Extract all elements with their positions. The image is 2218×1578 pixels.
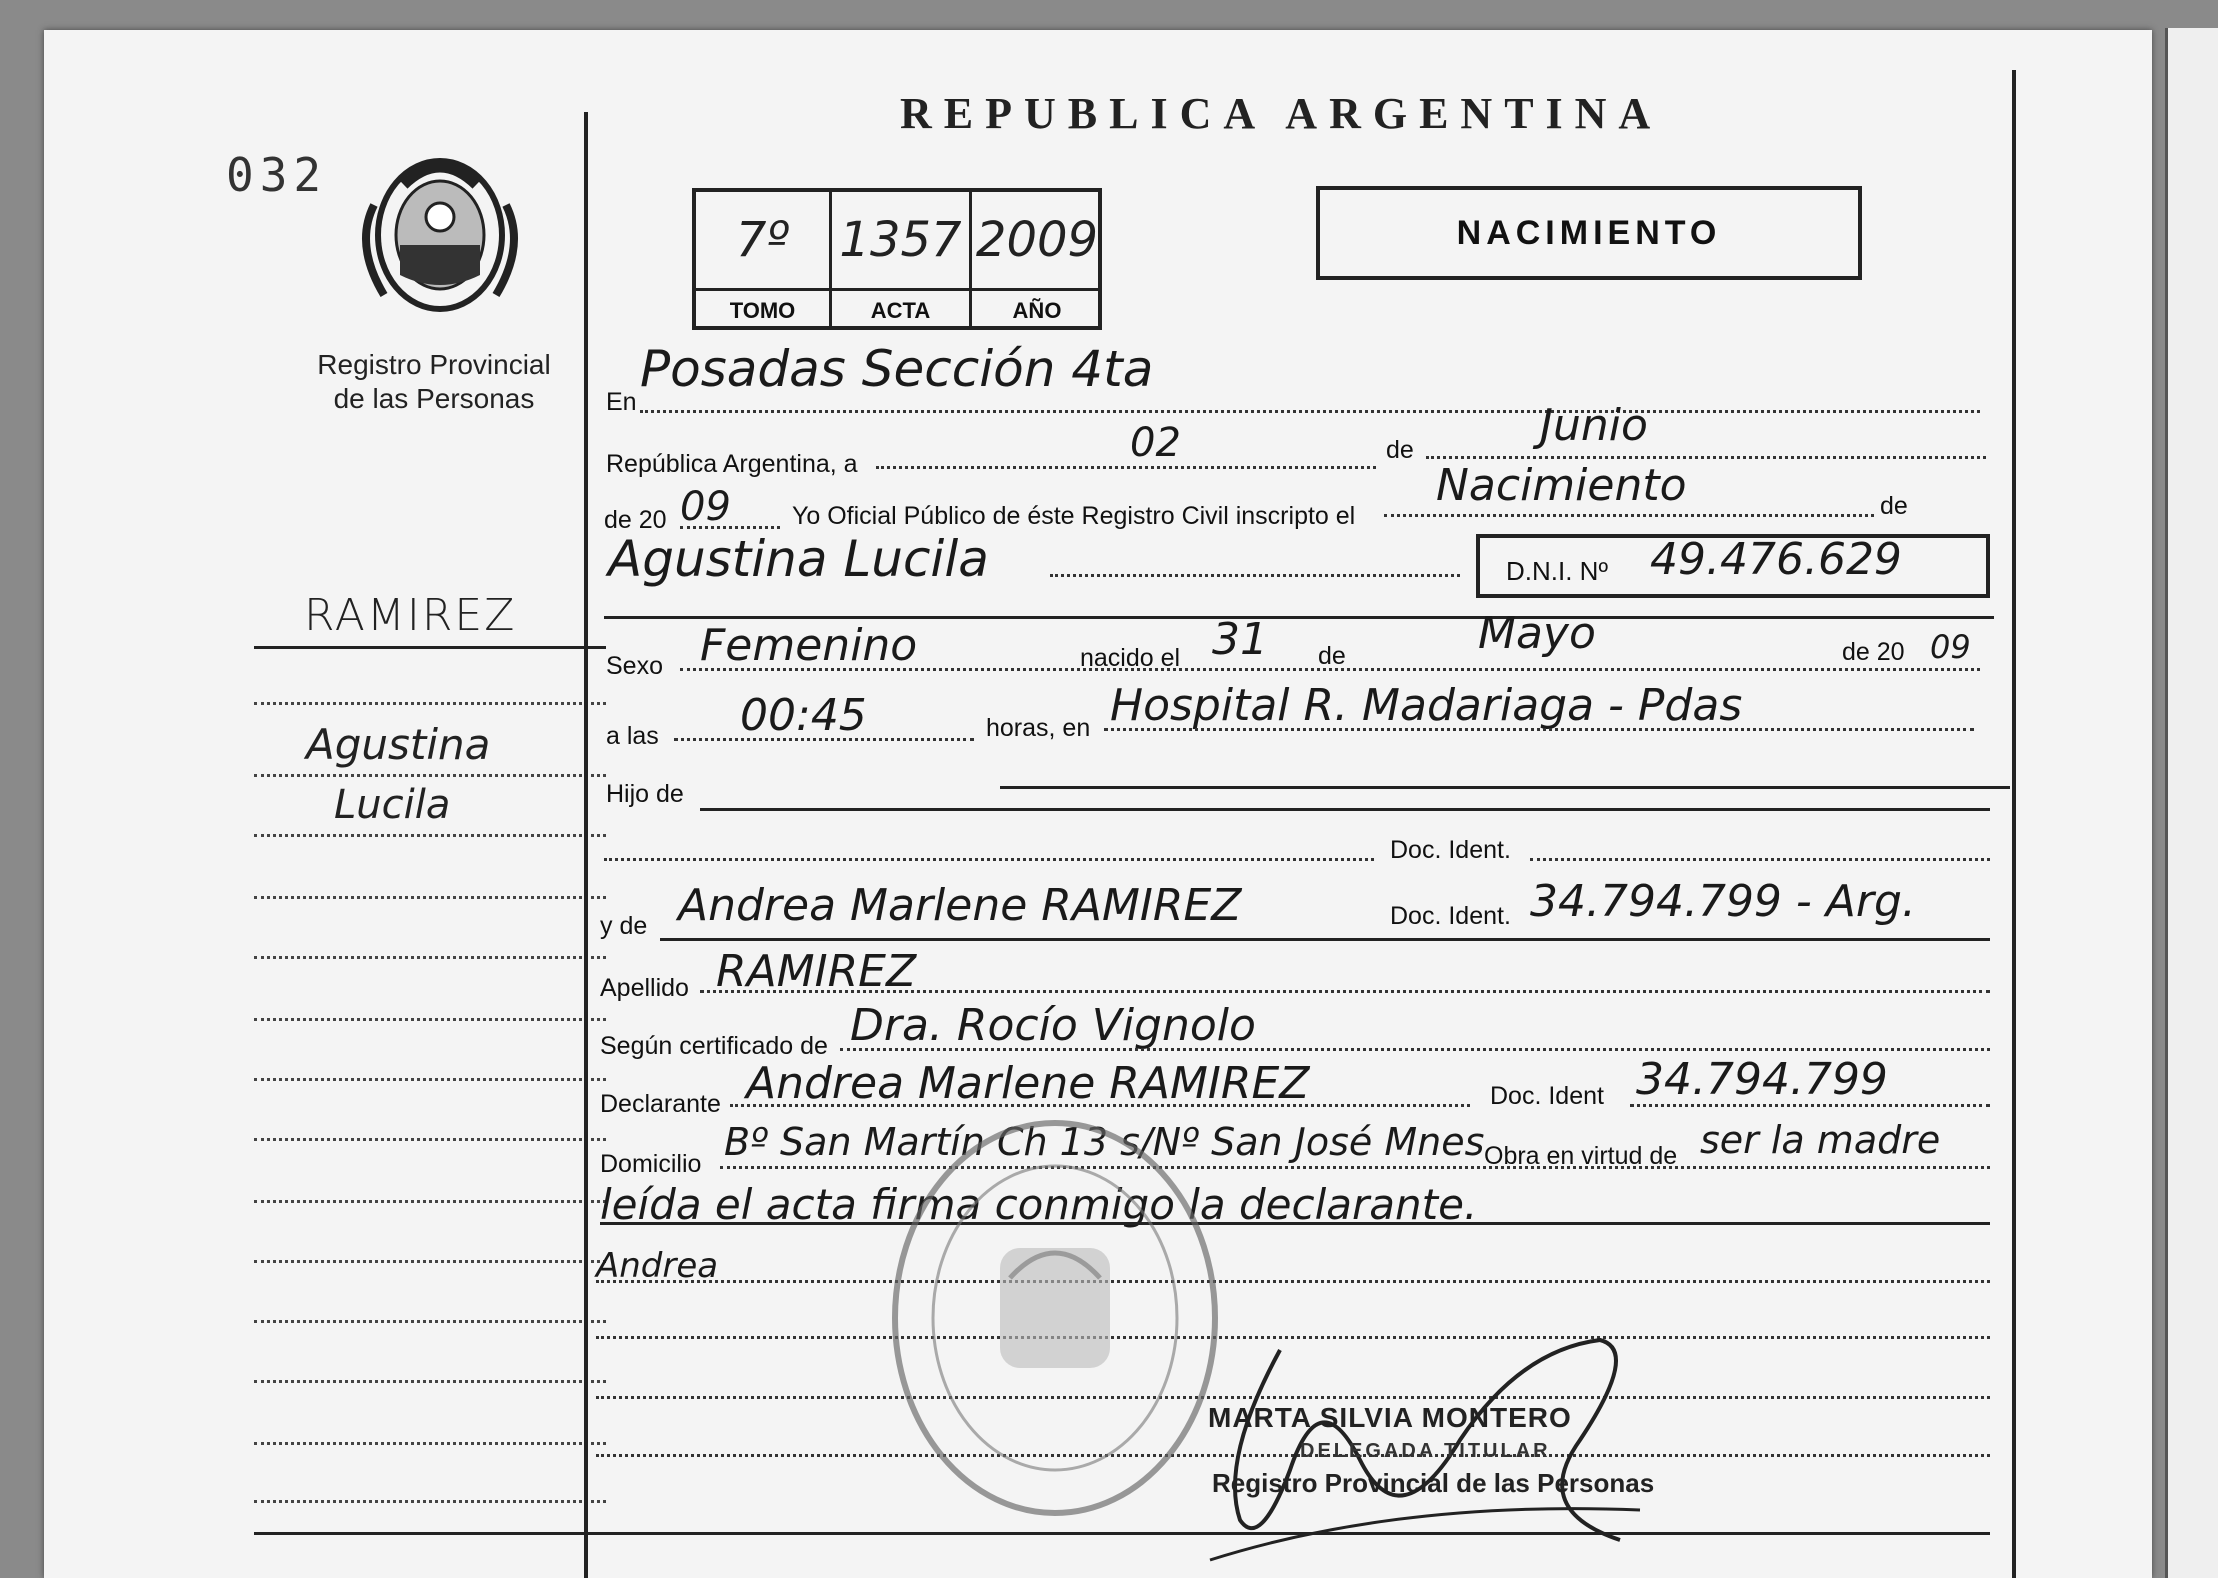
margin-line: [254, 1320, 606, 1323]
declarante-label: Declarante: [600, 1090, 721, 1118]
form-line: [1426, 456, 1986, 459]
form-line: [1630, 1104, 1990, 1107]
anio-label: AÑO: [972, 288, 1102, 330]
form-line: [1050, 574, 1460, 577]
sexo-label: Sexo: [606, 652, 663, 680]
registry-name-line1: Registro Provincial: [317, 349, 551, 380]
form-line: [730, 1104, 1470, 1107]
margin-line: [254, 1442, 606, 1445]
lugar-value: Hospital R. Madariaga - Pdas: [1110, 680, 1743, 731]
margin-line: [254, 834, 606, 837]
republica-label: República Argentina, a: [606, 450, 858, 478]
apellido-value: RAMIREZ: [716, 946, 917, 997]
form-line: [700, 990, 1990, 993]
birth-year: 09: [1930, 628, 1971, 666]
de-label-3: de: [1318, 642, 1346, 670]
form-line: [596, 1280, 1990, 1283]
dni-label: D.N.I. Nº: [1506, 556, 1608, 586]
apellido-label: Apellido: [600, 974, 689, 1002]
tomo-value: 7º: [696, 192, 832, 288]
margin-line: [254, 1532, 606, 1535]
domicilio-value: Bº San Martín Ch 13 s/Nº San José Mnes: [724, 1120, 1485, 1164]
sexo-value: Femenino: [700, 620, 918, 671]
form-line: [876, 466, 1376, 469]
adjacent-page-edge: [2165, 28, 2218, 1578]
margin-surname: RAMIREZ: [304, 590, 517, 641]
de-label: de: [1386, 436, 1414, 464]
day-value: 02: [1130, 420, 1181, 466]
hijo-label: Hijo de: [606, 780, 684, 808]
form-line: [674, 738, 974, 741]
registry-name-line2: de las Personas: [333, 383, 535, 414]
margin-name-first: Agustina: [306, 720, 491, 769]
form-line: [604, 858, 1374, 861]
page-border: [2012, 70, 2016, 1578]
margin-line: [254, 702, 606, 705]
domicilio-label: Domicilio: [600, 1150, 702, 1178]
birth-day: 31: [1212, 614, 1268, 665]
margin-line: [254, 1500, 606, 1503]
declarante-signature: Andrea: [596, 1246, 719, 1286]
form-line: [604, 616, 1994, 619]
tomo-label: TOMO: [696, 288, 832, 330]
province-seal-icon: [334, 145, 546, 325]
madre-value: Andrea Marlene RAMIREZ: [678, 880, 1242, 931]
form-line: [660, 938, 1990, 941]
doc-ident-label-2: Doc. Ident.: [1390, 902, 1511, 930]
margin-line: [254, 1260, 606, 1263]
madre-doc: 34.794.799 - Arg.: [1530, 876, 1916, 927]
acta-value: 1357: [832, 192, 972, 288]
inscripto-value: Nacimiento: [1436, 460, 1687, 511]
form-line: [1104, 728, 1974, 731]
signatory-organization: Registro Provincial de las Personas: [1212, 1468, 1655, 1498]
margin-line: [254, 1018, 606, 1021]
nota-value: leída el acta firma conmigo la declarante.: [600, 1180, 1478, 1229]
folio-number: 032: [226, 148, 328, 202]
official-stamp-icon: [880, 1108, 1230, 1528]
horas-label: horas, en: [986, 714, 1091, 742]
margin-line: [254, 1078, 606, 1081]
alas-label: a las: [606, 722, 659, 750]
form-line: [680, 668, 1980, 671]
page-title: REPUBLICA ARGENTINA: [900, 89, 1663, 138]
doc-ident-label: Doc. Ident.: [1390, 836, 1511, 864]
record-number-table: [692, 188, 1102, 330]
registry-name: [284, 348, 584, 416]
form-line: [640, 410, 1980, 413]
month-value: Junio: [1540, 400, 1648, 451]
form-line: [1384, 514, 1874, 517]
margin-line: [254, 956, 606, 959]
left-margin-column: [44, 30, 584, 1578]
column-divider: [584, 112, 588, 1578]
doc-ident-label-3: Doc. Ident: [1490, 1082, 1604, 1110]
en-label: En: [606, 388, 637, 416]
margin-line: [254, 1380, 606, 1383]
de20-label: de 20: [604, 506, 667, 534]
acta-label: ACTA: [832, 288, 972, 330]
hora-value: 00:45: [740, 690, 867, 741]
declarante-value: Andrea Marlene RAMIREZ: [746, 1058, 1310, 1109]
year-value: 09: [680, 484, 731, 530]
margin-name-second: Lucila: [334, 782, 451, 828]
obra-label: Obra en virtud de: [1484, 1142, 1678, 1170]
form-line: [600, 1222, 1990, 1225]
record-type: NACIMIENTO: [1316, 186, 1862, 280]
form-line: [680, 526, 780, 529]
signatory-role: DELEGADA TITULAR: [1300, 1440, 1551, 1462]
margin-line: [254, 896, 606, 899]
signatory-name: MARTA SILVIA MONTERO: [1208, 1402, 1572, 1433]
birth-month: Mayo: [1478, 608, 1596, 659]
declarante-doc: 34.794.799: [1636, 1054, 1888, 1105]
de-label-2: de: [1880, 492, 1908, 520]
form-line: [840, 1048, 1990, 1051]
anio-value: 2009: [975, 212, 1099, 268]
en-value: Posadas Sección 4ta: [640, 340, 1154, 398]
margin-line: [254, 1138, 606, 1141]
margin-line: [254, 774, 606, 777]
margin-line: [254, 646, 606, 649]
obra-value: ser la madre: [1700, 1118, 1941, 1162]
child-name: Agustina Lucila: [608, 530, 989, 588]
de2009-label: de 20: [1842, 638, 1905, 666]
dni-value: 49.476.629: [1650, 534, 1902, 585]
yde-label: y de: [600, 912, 648, 940]
segun-label: Según certificado de: [600, 1032, 828, 1060]
certificado-value: Dra. Rocío Vignolo: [850, 1000, 1256, 1051]
nacido-label: nacido el: [1080, 644, 1181, 672]
form-line: [1000, 786, 2010, 789]
form-line: [700, 808, 1990, 811]
form-line: [1530, 858, 1990, 861]
oficial-label: Yo Oficial Público de éste Registro Civil inscripto el: [792, 502, 1356, 530]
margin-line: [254, 1200, 606, 1203]
